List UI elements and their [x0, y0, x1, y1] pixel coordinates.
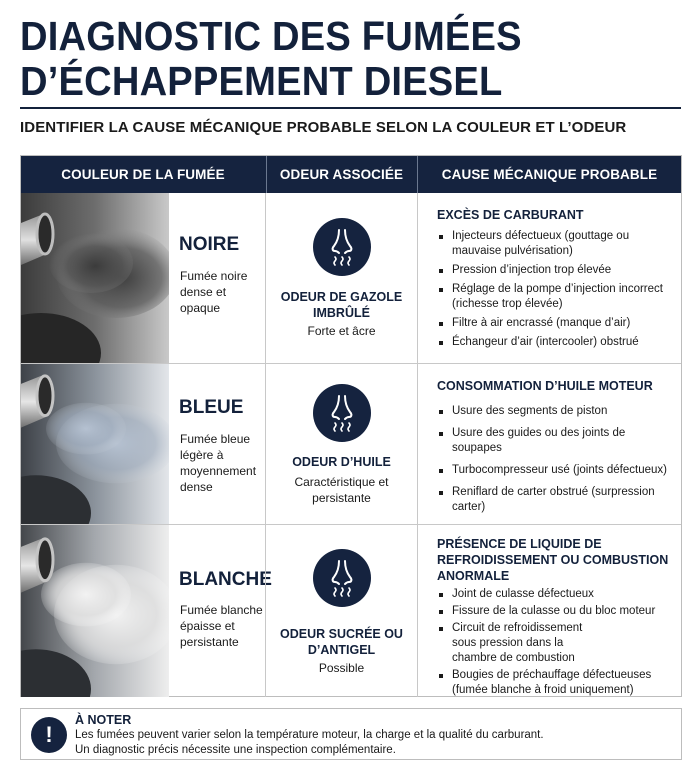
note-title: À NOTER	[75, 713, 132, 727]
smoke-color-name: BLANCHE	[179, 569, 272, 590]
column-header-color: COULEUR DE LA FUMÉE	[61, 167, 225, 182]
smoke-color-description: Fumée noire dense et opaque	[180, 269, 248, 315]
smoke-color-description: Fumée bleue légère à moyennement dense	[180, 432, 257, 494]
cause-list	[437, 229, 677, 354]
page-subtitle: IDENTIFIER LA CAUSE MÉCANIQUE PROBABLE SELON LA COULEUR ET L’ODEUR	[20, 119, 627, 136]
diagnostic-table	[20, 155, 682, 697]
odor-description: Caractéristique et persistante	[294, 475, 389, 505]
odor-title: ODEUR D’HUILE	[292, 455, 391, 469]
odor-cell	[265, 193, 417, 363]
list-item: Bougies de préchauffage défectueuses (fumée blanche à froid uniquement)	[437, 668, 677, 698]
list-item: Circuit de refroidissement sous pression dans la chambre de combustion	[437, 621, 597, 666]
table-row-blue-smoke	[21, 363, 681, 524]
note-line-2: Un diagnostic précis nécessite une inspection complémentaire.	[75, 743, 396, 756]
cause-list	[437, 587, 677, 702]
list-item: Filtre à air encrassé (manque d’air)	[437, 316, 677, 331]
page-title-line-1: DIAGNOSTIC DES FUMÉES	[20, 13, 522, 59]
note-line-1: Les fumées peuvent varier selon la température moteur, la charge et la qualité du carburant.	[75, 729, 544, 741]
odor-cell	[265, 525, 417, 697]
list-item: Fissure de la culasse ou du bloc moteur	[437, 604, 677, 619]
cause-list	[437, 404, 677, 519]
page-title-line-2: D’ÉCHAPPEMENT DIESEL	[20, 58, 503, 104]
odor-description: Possible	[318, 661, 365, 675]
odor-description: Forte et âcre	[307, 324, 376, 338]
title-divider	[20, 107, 681, 109]
list-item: Usure des guides ou des joints de soupapes	[437, 426, 677, 456]
odor-title: ODEUR SUCRÉE OU D’ANTIGEL	[280, 627, 403, 657]
exhaust-smoke-photo	[21, 364, 169, 524]
cause-title: EXCÈS DE CARBURANT	[437, 208, 584, 222]
list-item: Usure des segments de piston	[437, 404, 677, 419]
exhaust-smoke-photo	[21, 193, 169, 363]
nose-icon	[313, 384, 371, 442]
cause-title: PRÉSENCE DE LIQUIDE DE REFROIDISSEMENT OU COMBUSTION ANORMALE	[437, 537, 669, 583]
list-item: Réglage de la pompe d’injection incorrect (richesse trop élevée)	[437, 282, 677, 312]
page-title	[20, 14, 638, 104]
table-header	[21, 156, 681, 193]
list-item: Reniflard de carter obstrué (surpression carter)	[437, 485, 677, 515]
list-item: Injecteurs défectueux (gouttage ou mauvaise pulvérisation)	[437, 229, 677, 259]
smoke-color-name: NOIRE	[179, 234, 240, 255]
smoke-color-name: BLEUE	[179, 397, 244, 418]
white-smoke-illustration	[21, 525, 169, 697]
cause-cell	[417, 193, 681, 363]
column-header-cause: CAUSE MÉCANIQUE PROBABLE	[417, 156, 681, 193]
smoke-color-description: Fumée blanche épaisse et persistante	[180, 603, 263, 649]
list-item: Turbocompresseur usé (joints défectueux)	[437, 463, 677, 478]
exclamation-icon: !	[31, 717, 67, 753]
list-item: Joint de culasse défectueux	[437, 587, 677, 602]
cause-cell	[417, 525, 681, 697]
smoke-color-cell	[21, 364, 265, 524]
table-row-black-smoke	[21, 193, 681, 363]
cause-cell	[417, 364, 681, 524]
blue-smoke-illustration	[21, 364, 169, 524]
odor-cell	[265, 364, 417, 524]
note-box	[20, 708, 682, 760]
nose-icon	[313, 218, 371, 276]
cause-title: CONSOMMATION D’HUILE MOTEUR	[437, 379, 653, 393]
list-item: Pression d’injection trop élevée	[437, 263, 677, 278]
list-item: Échangeur d’air (intercooler) obstrué	[437, 335, 677, 350]
exhaust-smoke-photo	[21, 525, 169, 697]
nose-icon	[313, 549, 371, 607]
smoke-color-cell	[21, 193, 265, 363]
odor-title: ODEUR DE GAZOLE IMBRÛLÉ	[280, 290, 403, 320]
smoke-color-cell	[21, 525, 272, 697]
column-header-odor: ODEUR ASSOCIÉE	[266, 156, 416, 193]
table-row-white-smoke	[21, 524, 681, 697]
note-text	[75, 728, 675, 757]
black-smoke-illustration	[21, 193, 169, 363]
